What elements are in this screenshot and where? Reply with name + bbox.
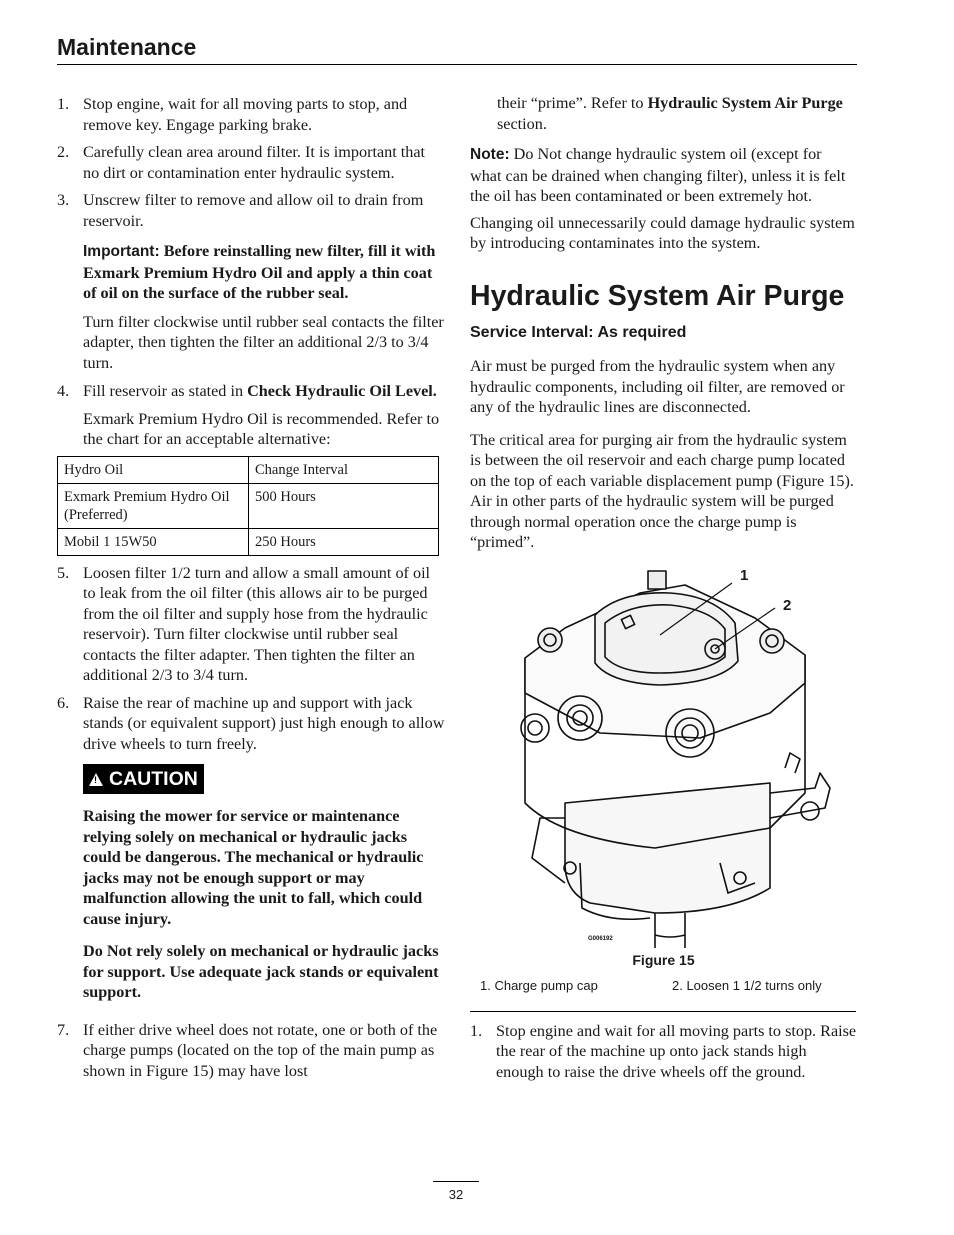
right-column [470,93,857,1089]
step-number: 3. [57,191,70,209]
table-cell: 500 Hours [249,483,439,528]
figure-title: Figure 15 [632,951,695,968]
page-number: 32 [433,1181,479,1202]
step-text: Stop engine and wait for all moving parts to stop. Raise the rear of the machine up onto jack stands high enough to raise the drive wheels off the ground. [496,1021,857,1081]
figure-15 [470,563,857,993]
section-header: Maintenance [57,34,197,60]
step-number: 2. [57,143,70,161]
step-text: Stop engine, wait for all moving parts to stop, and remove key. Engage parking brake. [83,95,408,134]
turn-filter-text: Turn filter clockwise until rubber seal contacts the filter adapter, then tighten the filter an additional 2/3 to 3/4 turn. [83,312,444,372]
caution-text: Do Not rely solely on mechanical or hydraulic jacks for support. Use adequate jack stands or equivalent support. [83,942,439,1001]
step-number: 4. [57,382,70,400]
continued-text-part: section. [497,114,547,133]
step-number: 1. [470,1021,483,1040]
step-text: Fill reservoir as stated in [83,382,248,400]
callout-1: 1 [740,566,749,584]
callout-2: 2 [783,596,792,614]
figure-code: G006192 [588,935,613,942]
table-row [58,528,439,555]
figure-legend-2: 2. Loosen 1 1/2 turns only [672,977,822,993]
caution-label: CAUTION [109,768,198,790]
note-text: Do Not change hydraulic system oil (except for what can be drained when changing filter), unless it is felt the oil has been contaminated or been extremely hot. [470,145,846,205]
table-cell: 250 Hours [249,528,439,555]
step-text: Raise the rear of machine up and support with jack stands (or equivalent support) just high enough to allow drive wheels to turn freely. [83,693,445,753]
header-rule [57,64,857,65]
table-header: Change Interval [249,456,439,483]
section-reference: Hydraulic System Air Purge [647,94,843,112]
recommend-text: Exmark Premium Hydro Oil is recommended. Refer to the chart for an acceptable alternative: [83,409,440,448]
warning-icon: ! [89,773,103,786]
step-link-text: Check Hydraulic Oil Level. [247,382,437,400]
left-column [57,94,445,1088]
step-text: If either drive wheel does not rotate, one or both of the charge pumps (located on the top of the main pump as shown in Figure 15) may have lost [83,1020,438,1080]
service-interval: Service Interval: As required [470,323,687,341]
paragraph: Air must be purged from the hydraulic system when any hydraulic components, including oil filter, are removed or any of the hydraulic lines are disconnected. [470,357,845,416]
table-cell: Mobil 1 15W50 [58,528,249,555]
important-text: Before reinstalling new filter, fill it with Exmark Premium Hydro Oil and apply a thin coat of oil on the surface of the rubber seal. [83,242,436,302]
table-header-row [58,456,439,483]
oil-table [57,456,439,556]
step-7 [57,1020,445,1082]
table-row [58,483,439,528]
step-3 [57,190,445,231]
step-number: 7. [57,1020,70,1039]
section-title: Hydraulic System Air Purge [470,279,845,312]
note [470,144,857,207]
step-text: Carefully clean area around filter. It is important that no dirt or contamination enter hydraulic system. [83,143,426,182]
step-text: Loosen filter 1/2 turn and allow a small amount of oil to leak from the oil filter (this allows air to be purged from the oil filter and supply hose from the hydraulic reservoir). Turn filter clockwise until rubber seal contacts the filter adapter. Then tighten the filter an additional 2/3 to 3/4 turn. [83,563,431,684]
step-1 [57,94,445,135]
paragraph: The critical area for purging air from the hydraulic system is between the oil reservoir and each charge pump located on the top of each variable displacement pump (Figure 15). Air in other parts of the hydraulic system will be purged through normal operation once the charge pump is “primed”. [470,430,854,551]
figure-rule [470,1011,856,1012]
step-text: Unscrew filter to remove and allow oil to drain from reservoir. [83,191,424,230]
charge-pump-illustration [470,563,857,948]
step-6 [57,693,445,755]
changing-oil-text: Changing oil unnecessarily could damage hydraulic system by introducing contaminates into the system. [470,213,855,252]
table-header: Hydro Oil [58,456,249,483]
step-number: 5. [57,563,70,582]
step-2 [57,142,445,183]
table-cell: Exmark Premium Hydro Oil (Preferred) [58,483,249,528]
continued-text [470,93,857,134]
important-note [57,241,445,304]
step-number: 6. [57,693,70,712]
purge-step-1 [470,1021,857,1083]
figure-legend-1: 1. Charge pump cap [480,977,598,993]
important-label: Important: [83,243,160,260]
step-number: 1. [57,95,70,113]
caution-text: Raising the mower for service or maintenance relying solely on mechanical or hydraulic jacks could be dangerous. The mechanical or hydraulic jacks may not be enough support or may malfunction allowing the unit to fall, which could cause injury. [83,807,424,928]
caution-badge [83,764,204,794]
continued-text-part: their “prime”. Refer to [497,94,648,112]
step-4 [57,381,445,402]
step-5 [57,563,445,686]
note-label: Note: [470,146,510,163]
